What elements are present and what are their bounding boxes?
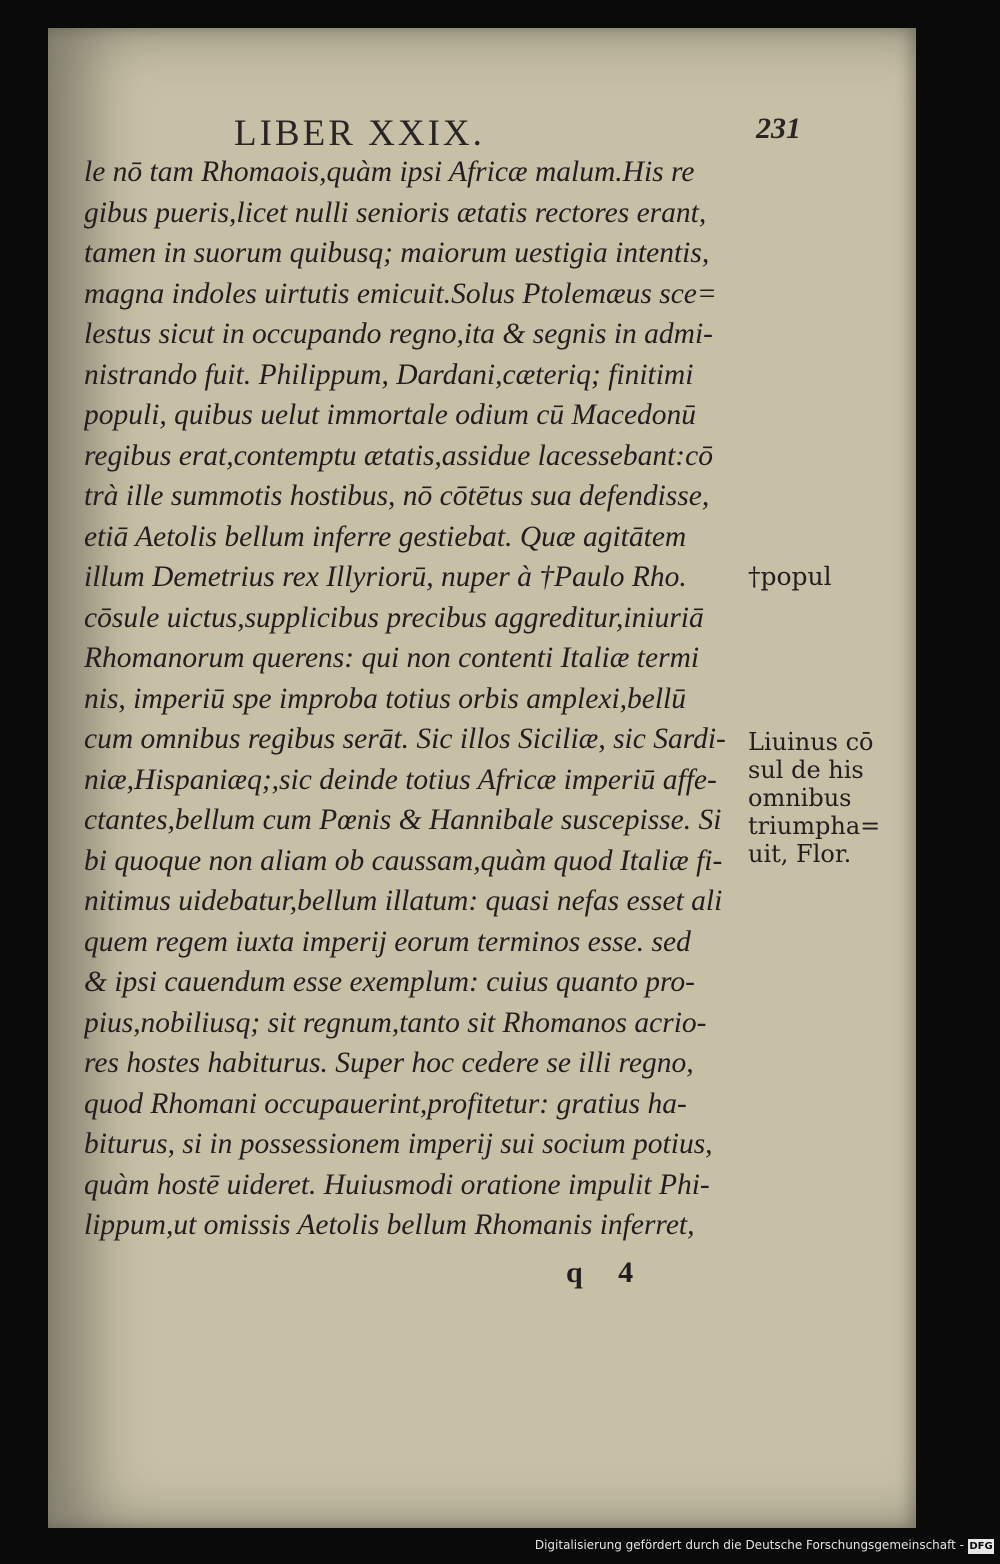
text-line: gibus pueris,licet nulli senioris ætatis rectores erant, [84,196,707,229]
dfg-logo-icon: DFG [969,1541,993,1552]
text-line: populi, quibus uelut immortale odium cū Macedonū [84,399,697,431]
text-line: quem regem iuxta imperij eorum terminos esse. sed [84,925,691,958]
text-line: pius,nobiliusq; sit regnum,tanto sit Rhomanos acrio- [84,1006,707,1039]
margin-note-liuinus [748,728,898,868]
text-line: magna indoles uirtutis emicuit.Solus Ptolemæus sce= [84,277,717,310]
text-line: ctantes,bellum cum Pœnis & Hannibale suscepisse. Si [84,804,722,836]
text-line: res hostes habiturus. Super hoc cedere se illi regno, [84,1047,694,1079]
text-line: & ipsi cauendum esse exemplum: cuius quanto pro- [84,966,695,998]
text-line: bi quoque non aliam ob caussam,quàm quod Italiæ fi- [84,844,723,877]
text-line: biturus, si in possessionem imperij sui socium potius, [84,1128,713,1160]
margin-note-line: uit, Flor. [748,840,852,868]
text-line: tamen in suorum quibusq; maiorum uestigia intentis, [84,237,710,269]
text-line: regibus erat,contemptu ætatis,assidue lacessebant:cō [84,439,713,472]
footer-credit: Digitalisierung gefördert durch die Deutsche Forschungsgemeinschaft - [534,1538,964,1552]
text-line: lestus sicut in occupando regno,ita & segnis in admi- [84,318,714,350]
folio-number: 231 [756,112,801,145]
text-line: Rhomanorum querens: qui non contenti Italiæ termi [84,642,700,674]
text-line: cum omnibus regibus serāt. Sic illos Siciliæ, sic Sardi- [84,723,726,755]
margin-note-line: sul de his [748,756,864,784]
margin-note-popul: †popul [748,562,832,591]
text-line: nistrando fuit. Philippum, Dardani,cæteriq; finitimi [84,358,694,391]
body-text [84,152,744,1246]
text-line: quod Rhomani occupauerint,profitetur: gratius ha- [84,1087,687,1120]
text-line: cōsule uictus,supplicibus precibus aggreditur,iniuriā [84,601,704,634]
text-line: quàm hostē uideret. Huiusmodi oratione impulit Phi- [84,1168,710,1201]
text-line: lippum,ut omissis Aetolis bellum Rhomanis inferret, [84,1209,695,1241]
text-line: nitimus uidebatur,bellum illatum: quasi nefas esset ali [84,885,723,917]
text-line: nis, imperiū spe improba totius orbis amplexi,bellū [84,682,686,715]
margin-note-line: omnibus [748,784,852,812]
text-line: le nō tam Rhomaois,quàm ipsi Africæ malum.His re [84,156,695,188]
margin-note-line: Liuinus cō [748,728,874,756]
text-line: niæ,Hispaniæq;,sic deinde totius Africæ imperiū affe- [84,763,717,796]
signature-mark: q 4 [566,1256,648,1289]
text-line: trà ille summotis hostibus, nō cōtētus sua defendisse, [84,480,710,512]
running-title: LIBER XXIX. [234,113,485,154]
text-line: illum Demetrius rex Illyriorū, nuper à †Paulo Rho. [84,561,687,593]
text-line: etiā Aetolis bellum inferre gestiebat. Quæ agitātem [84,520,687,553]
margin-note-line: triumpha= [748,812,881,840]
